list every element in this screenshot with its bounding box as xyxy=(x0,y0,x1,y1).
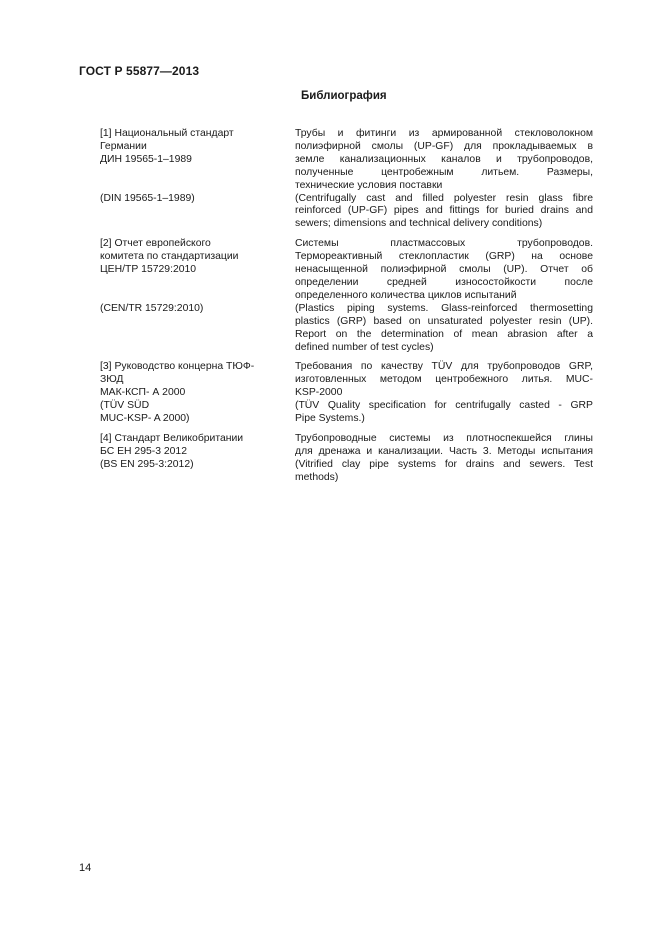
bib-entry xyxy=(100,361,593,426)
title-line: plastics (GRP) based on unsaturated polyester resin (UP). xyxy=(295,315,593,327)
bib-entry-source xyxy=(100,238,295,303)
bib-entry-block xyxy=(100,128,593,193)
title-line: KSP-2000 xyxy=(295,387,343,399)
source-line: (BS EN 295-3:2012) xyxy=(100,458,194,470)
source-line: ДИН 19565-1–1989 xyxy=(100,153,192,165)
title-line: Трубопроводные системы из плотноспекшейся глины xyxy=(295,432,593,444)
source-line: ЗЮД xyxy=(100,374,124,386)
bibliography-list xyxy=(100,128,593,492)
title-line: (Vitrified clay pipe systems for drains and sewers. Test xyxy=(295,458,593,470)
title-line: определенного количества циклов испытаний xyxy=(295,289,517,301)
title-line: reinforced (UP-GF) pipes and fittings for buried drains and xyxy=(295,205,593,217)
bib-entry-source xyxy=(100,433,295,485)
bib-entry-source xyxy=(100,128,295,193)
title-line: Report on the determination of mean abrasion after a xyxy=(295,328,593,340)
title-line: ненасыщенной полиэфирной смолы (UP). Отчет об xyxy=(295,264,593,276)
title-line: Pipe Systems.) xyxy=(295,413,365,425)
bib-entry-block xyxy=(100,433,593,485)
title-line: defined number of test cycles) xyxy=(295,341,434,353)
title-line: (Plastics piping systems. Glass-reinforced thermosetting xyxy=(295,302,593,314)
source-line: ЦЕН/ТР 15729:2010 xyxy=(100,264,197,276)
title-line: Трубы и фитинги из армированной стекловолокном xyxy=(295,128,593,139)
source-line: (DIN 19565-1–1989) xyxy=(100,192,195,204)
bib-entry-block xyxy=(100,361,593,426)
bib-entry xyxy=(100,433,593,485)
source-line: [4] Стандарт Великобритании xyxy=(100,432,244,444)
bib-entry-title xyxy=(295,361,593,426)
title-line: изготовленных методом центробежного литья. MUC- xyxy=(295,374,593,386)
title-line: methods) xyxy=(295,471,339,483)
document-code: ГОСТ Р 55877—2013 xyxy=(79,64,200,78)
title-line: определении средней износостойкости после xyxy=(295,276,593,288)
title-line: земле канализационных каналов и трубопроводов, xyxy=(295,153,593,165)
bib-entry-block xyxy=(100,193,593,232)
bib-entry-title xyxy=(295,128,593,193)
source-line: [3] Руководство концерна ТЮФ- xyxy=(100,361,255,373)
title-line: полиэфирной смолы (UP-GF) для прокладываемых в xyxy=(295,140,593,152)
bib-entry-title xyxy=(295,193,593,232)
bib-entry-block xyxy=(100,303,593,355)
source-line: МАК-КСП- А 2000 xyxy=(100,387,186,399)
title-line: sewers; dimensions and technical delivery conditions) xyxy=(295,218,543,230)
bib-entry-source xyxy=(100,303,295,355)
source-line: комитета по стандартизации xyxy=(100,251,239,263)
section-title: Библиография xyxy=(301,90,387,102)
source-line: (TÜV SÜD xyxy=(100,400,150,412)
source-line: [2] Отчет европейского xyxy=(100,238,211,250)
bib-entry-source xyxy=(100,193,295,232)
title-line: Требования по качеству TÜV для трубопроводов GRP, xyxy=(295,361,593,373)
source-line: Германии xyxy=(100,140,147,152)
source-line: (CEN/TR 15729:2010) xyxy=(100,302,204,314)
source-line: [1] Национальный стандарт xyxy=(100,128,234,139)
title-line: полученные центробежным литьем. Размеры, xyxy=(295,166,593,178)
title-line: для дренажа и канализации. Часть 3. Методы испытания xyxy=(295,445,593,457)
bib-entry-block xyxy=(100,238,593,303)
title-line: Термореактивный стеклопластик (GRP) на основе xyxy=(295,251,593,263)
title-line: (TÜV Quality specification for centrifugally casted - GRP xyxy=(295,400,593,412)
page-number: 14 xyxy=(79,862,92,874)
bib-entry xyxy=(100,128,593,231)
bib-entry-title xyxy=(295,303,593,355)
source-line: MUC-KSP- A 2000) xyxy=(100,413,190,425)
title-line: (Centrifugally cast and filled polyester resin glass fibre xyxy=(295,192,593,204)
bib-entry-source xyxy=(100,361,295,426)
title-line: технические условия поставки xyxy=(295,179,443,191)
bib-entry-title xyxy=(295,238,593,303)
bib-entry xyxy=(100,238,593,354)
bib-entry-title xyxy=(295,433,593,485)
source-line: БС ЕН 295-3 2012 xyxy=(100,445,187,457)
title-line: Системы пластмассовых трубопроводов. xyxy=(295,238,593,250)
